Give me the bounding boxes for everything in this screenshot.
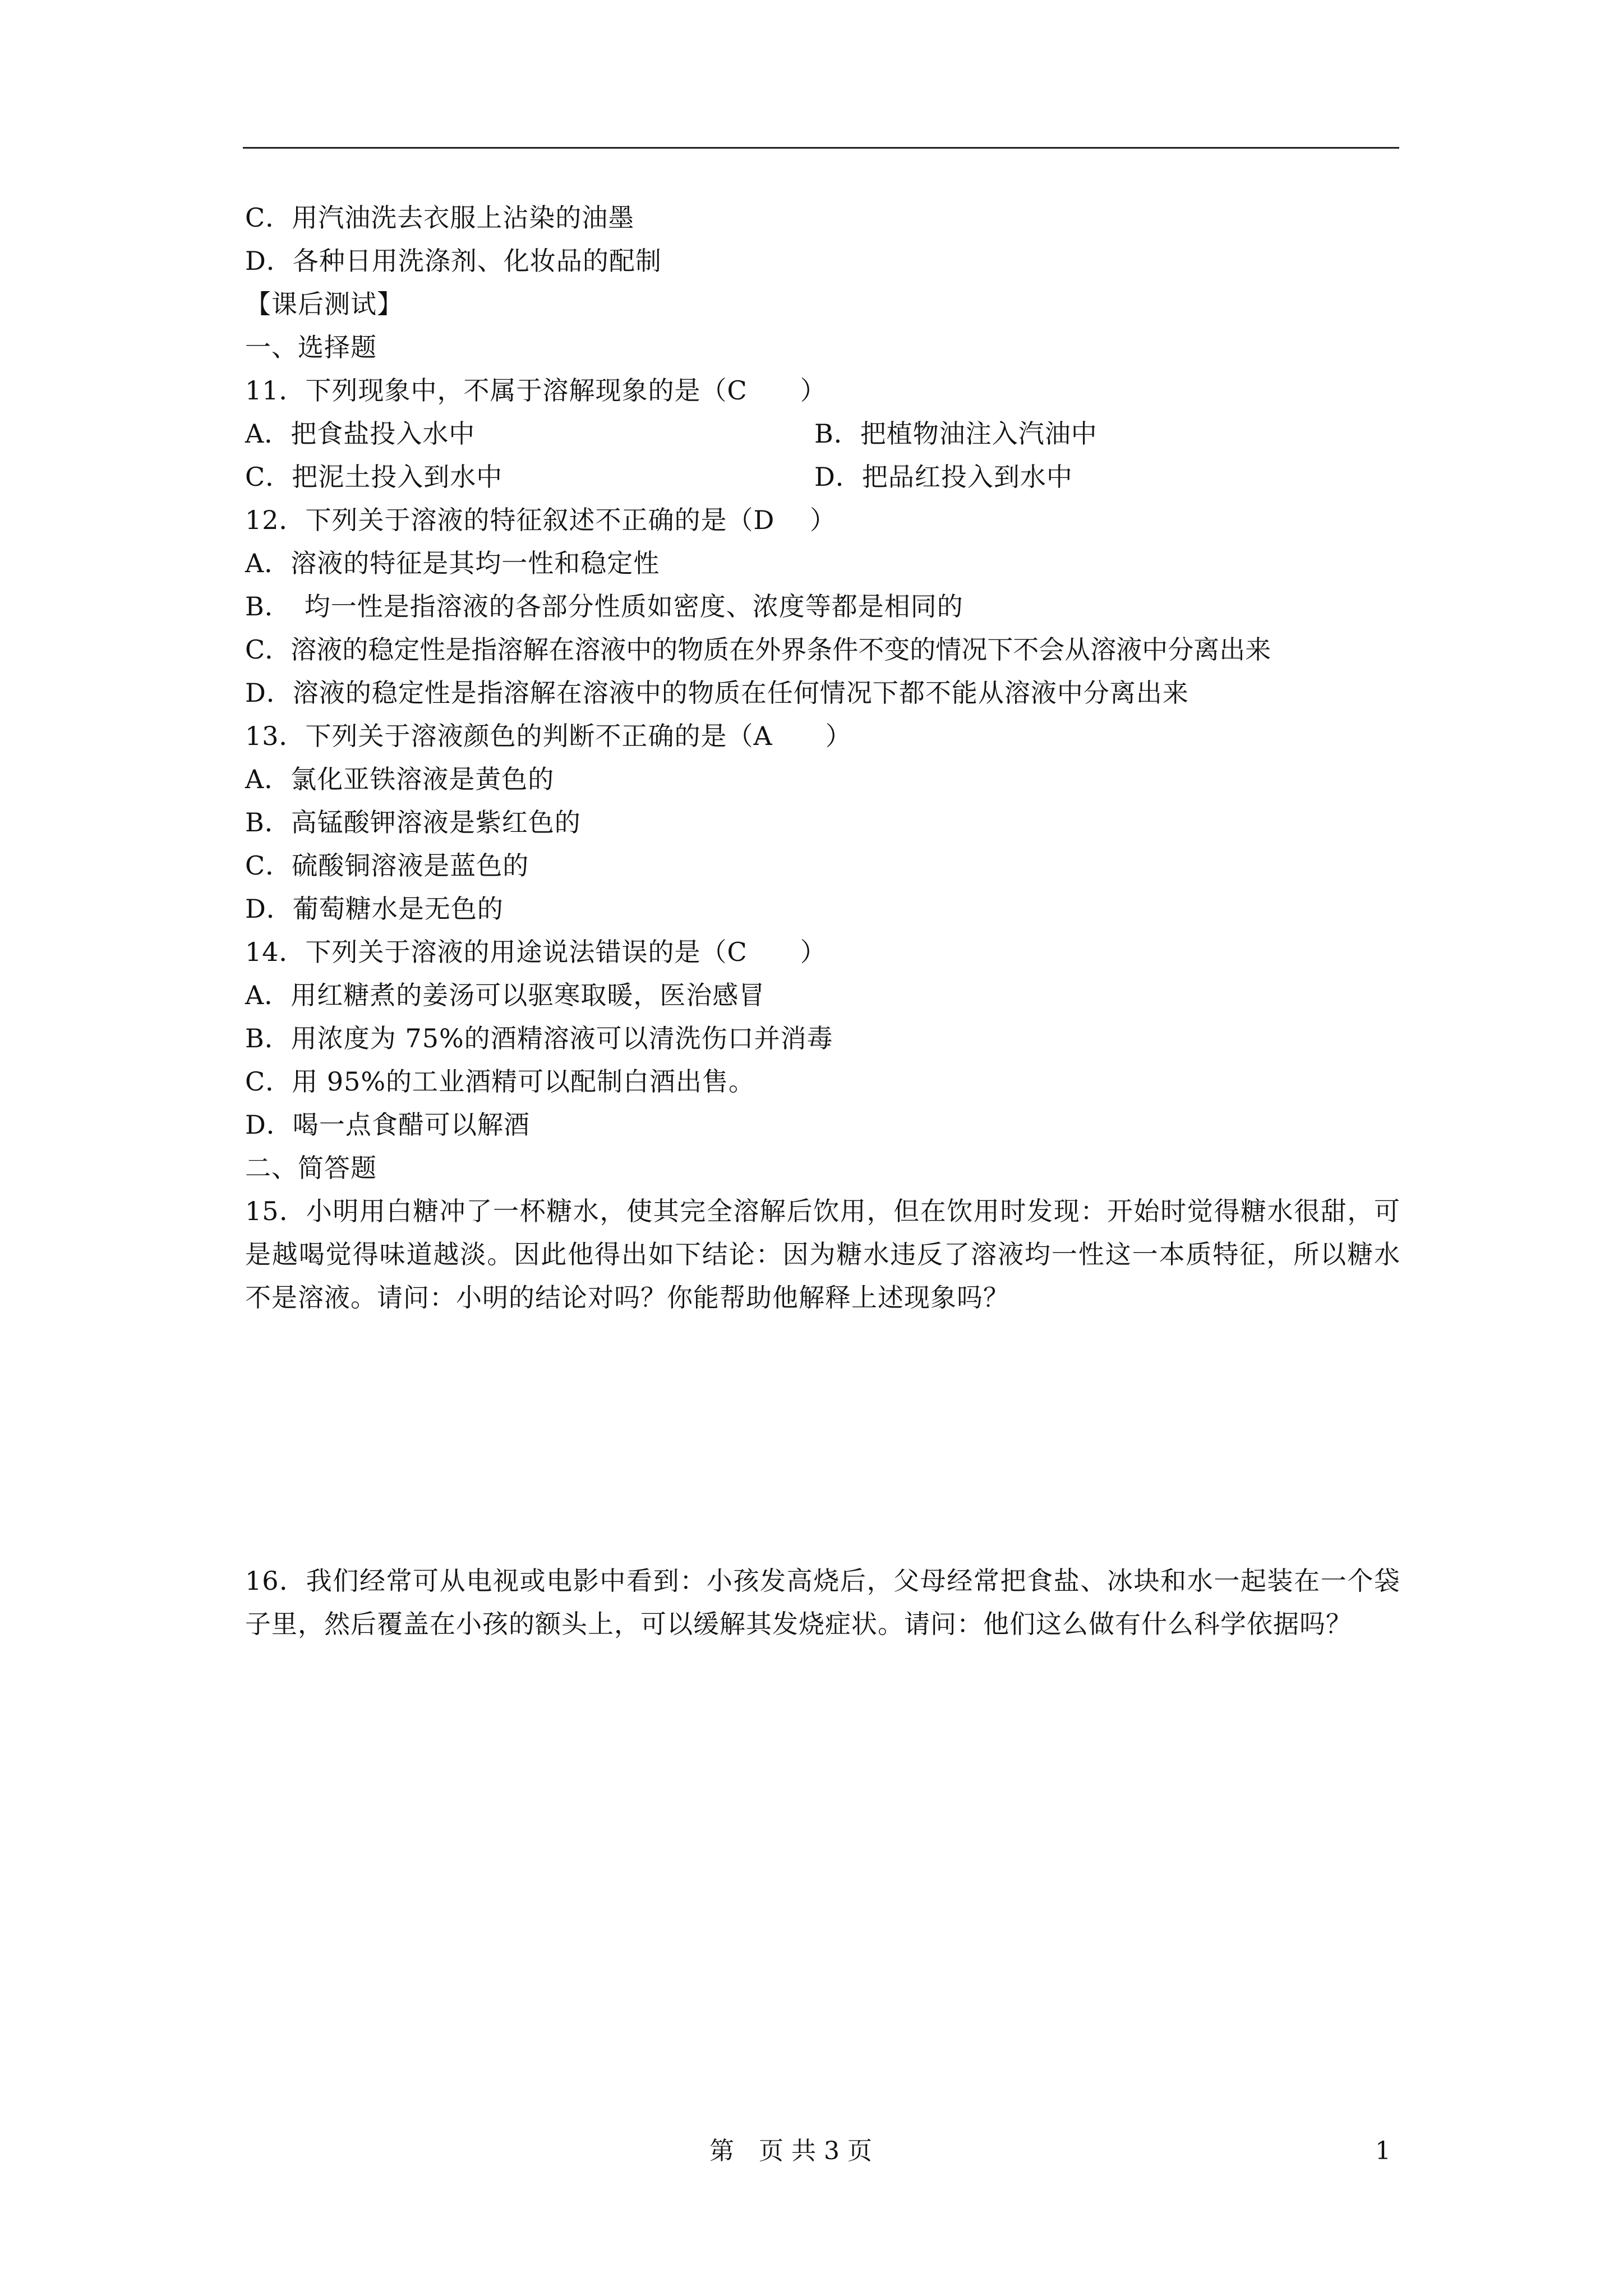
section-heading-test: 【课后测试】 [245,289,403,319]
document-body [245,196,1400,1646]
question-14-option-a: A．用红糖煮的姜汤可以驱寒取暖，医治感冒 [245,980,766,1010]
part-heading-choice: 一、选择题 [245,332,377,362]
question-13-option-c: C．硫酸铜溶液是蓝色的 [245,850,529,881]
question-13-option-a: A．氯化亚铁溶液是黄色的 [245,764,555,794]
question-12: 12．下列关于溶液的特征叙述不正确的是（D ） [245,505,837,535]
question-14-option-b: B．用浓度为 75%的酒精溶液可以清洗伤口并消毒 [245,1023,833,1053]
question-12-option-c: C．溶液的稳定性是指溶解在溶液中的物质在外界条件不变的情况下不会从溶液中分离出来 [245,634,1271,665]
option-c-previous: C．用汽油洗去衣服上沾染的油墨 [245,203,635,233]
page-info: 第 页 共 3 页 [709,2137,872,2165]
question-12-option-a: A．溶液的特征是其均一性和稳定性 [245,548,660,578]
question-11-options-row-2 [245,455,1400,499]
question-11-option-b: B．把植物油注入汽油中 [814,418,1098,449]
question-11-options-row-1 [245,412,1400,455]
question-11: 11．下列现象中，不属于溶解现象的是（C ） [245,375,827,406]
question-13-option-d: D．葡萄糖水是无色的 [245,894,504,924]
question-15: 15．小明用白糖冲了一杯糖水，使其完全溶解后饮用，但在饮用时发现：开始时觉得糖水很甜，可是越喝觉得味道越淡。因此他得出如下结论：因为糖水违反了溶液均一性这一本质特征，所以糖水不是溶液。请问：小明的结论对吗？你能帮助他解释上述现象吗？ [245,1196,1400,1313]
question-13-option-b: B．高锰酸钾溶液是紫红色的 [245,807,581,838]
header-rule [243,147,1399,149]
question-11-option-c: C．把泥土投入到水中 [245,462,503,492]
question-11-option-d: D．把品红投入到水中 [814,462,1073,492]
question-14-option-d: D．喝一点食醋可以解酒 [245,1110,530,1140]
question-16: 16．我们经常可从电视或电影中看到：小孩发高烧后，父母经常把食盐、冰块和水一起装在一个袋子里，然后覆盖在小孩的额头上，可以缓解其发烧症状。请问：他们这么做有什么科学依据吗？ [245,1566,1400,1639]
question-13: 13．下列关于溶液颜色的判断不正确的是（A ） [245,721,852,751]
question-12-option-b: B． 均一性是指溶液的各部分性质如密度、浓度等都是相同的 [245,591,963,622]
page-number: 1 [1375,2137,1391,2165]
part-heading-short-answer: 二、简答题 [245,1153,377,1183]
question-11-option-a: A．把食盐投入水中 [245,418,476,449]
question-12-option-d: D．溶液的稳定性是指溶解在溶液中的物质在任何情况下都不能从溶液中分离出来 [245,678,1189,708]
question-14-option-c: C．用 95%的工业酒精可以配制白酒出售。 [245,1066,755,1097]
option-d-previous: D．各种日用洗涤剂、化妆品的配制 [245,246,662,276]
answer-space-15 [245,1319,1400,1559]
question-14: 14．下列关于溶液的用途说法错误的是（C ） [245,937,827,967]
